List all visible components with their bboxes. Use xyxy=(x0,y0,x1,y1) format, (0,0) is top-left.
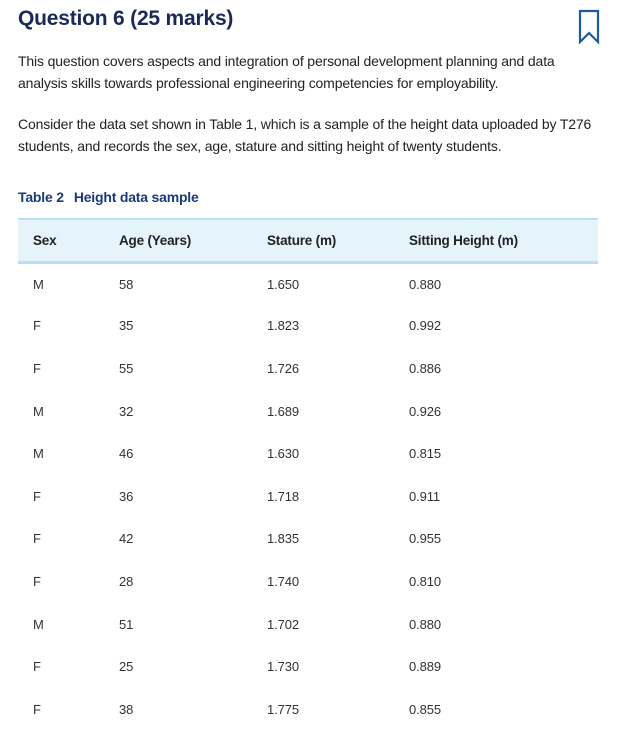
cell-stature: 1.835 xyxy=(267,531,300,547)
height-data-table xyxy=(18,218,598,731)
cell-sitting-height: 0.886 xyxy=(409,360,442,376)
bookmark-icon[interactable] xyxy=(578,9,600,45)
intro-paragraph: This question covers aspects and integration of personal development planning and data analysis skills towards professional engineering competencies for employability. xyxy=(18,53,555,91)
table-caption-number: Table 2 xyxy=(18,189,64,205)
header-sex: Sex xyxy=(33,232,57,248)
cell-sex: F xyxy=(33,360,41,376)
cell-sex: F xyxy=(33,488,41,504)
table-row xyxy=(18,518,598,561)
header-stature: Stature (m) xyxy=(267,232,337,248)
cell-stature: 1.718 xyxy=(267,488,300,504)
cell-stature: 1.702 xyxy=(267,616,300,632)
cell-stature: 1.689 xyxy=(267,403,300,419)
context-paragraph: Consider the data set shown in Table 1, which is a sample of the height data uploaded by T276 students, and records the sex, age, stature and sitting height of twenty students. xyxy=(18,116,592,154)
cell-sex: F xyxy=(33,701,41,717)
table-row xyxy=(18,475,598,518)
cell-sex: M xyxy=(33,403,44,419)
cell-sex: F xyxy=(33,573,41,589)
table-row xyxy=(18,603,598,646)
cell-age: 51 xyxy=(119,616,134,632)
cell-sitting-height: 0.955 xyxy=(409,531,442,547)
table-caption xyxy=(18,189,199,205)
cell-stature: 1.740 xyxy=(267,573,300,589)
table-caption-title: Height data sample xyxy=(73,189,199,205)
cell-stature: 1.630 xyxy=(267,446,300,462)
table-row xyxy=(18,645,598,688)
table-row xyxy=(18,560,598,603)
cell-sex: M xyxy=(33,276,44,292)
cell-age: 25 xyxy=(119,659,134,675)
cell-stature: 1.730 xyxy=(267,659,300,675)
table-row xyxy=(18,347,598,390)
cell-age: 58 xyxy=(119,276,134,292)
cell-age: 38 xyxy=(119,701,134,717)
cell-sex: M xyxy=(33,616,44,632)
cell-age: 46 xyxy=(119,446,134,462)
table-header-row xyxy=(18,219,598,262)
cell-sitting-height: 0.815 xyxy=(409,446,442,462)
cell-sitting-height: 0.889 xyxy=(409,659,442,675)
cell-sitting-height: 0.855 xyxy=(409,701,442,717)
header-age: Age (Years) xyxy=(119,232,192,248)
cell-sex: F xyxy=(33,318,41,334)
cell-sitting-height: 0.880 xyxy=(409,276,442,292)
cell-sex: M xyxy=(33,446,44,462)
question-title: Question 6 (25 marks) xyxy=(18,7,234,30)
cell-stature: 1.823 xyxy=(267,318,300,334)
cell-age: 42 xyxy=(119,531,134,547)
cell-age: 32 xyxy=(119,403,134,419)
table-row xyxy=(18,432,598,475)
cell-age: 36 xyxy=(119,488,134,504)
cell-sex: F xyxy=(33,531,41,547)
cell-age: 55 xyxy=(119,360,134,376)
cell-sex: F xyxy=(33,659,41,675)
cell-sitting-height: 0.810 xyxy=(409,573,442,589)
cell-sitting-height: 0.880 xyxy=(409,616,442,632)
cell-stature: 1.775 xyxy=(267,701,300,717)
table-row xyxy=(18,305,598,348)
cell-stature: 1.650 xyxy=(267,276,300,292)
header-sitting-height: Sitting Height (m) xyxy=(409,232,518,248)
cell-sitting-height: 0.992 xyxy=(409,318,442,334)
cell-sitting-height: 0.911 xyxy=(409,488,441,504)
table-row xyxy=(18,262,598,305)
table-row xyxy=(18,390,598,433)
cell-stature: 1.726 xyxy=(267,360,300,376)
cell-age: 35 xyxy=(119,318,134,334)
cell-age: 28 xyxy=(119,573,134,589)
cell-sitting-height: 0.926 xyxy=(409,403,442,419)
table-row xyxy=(18,688,598,731)
